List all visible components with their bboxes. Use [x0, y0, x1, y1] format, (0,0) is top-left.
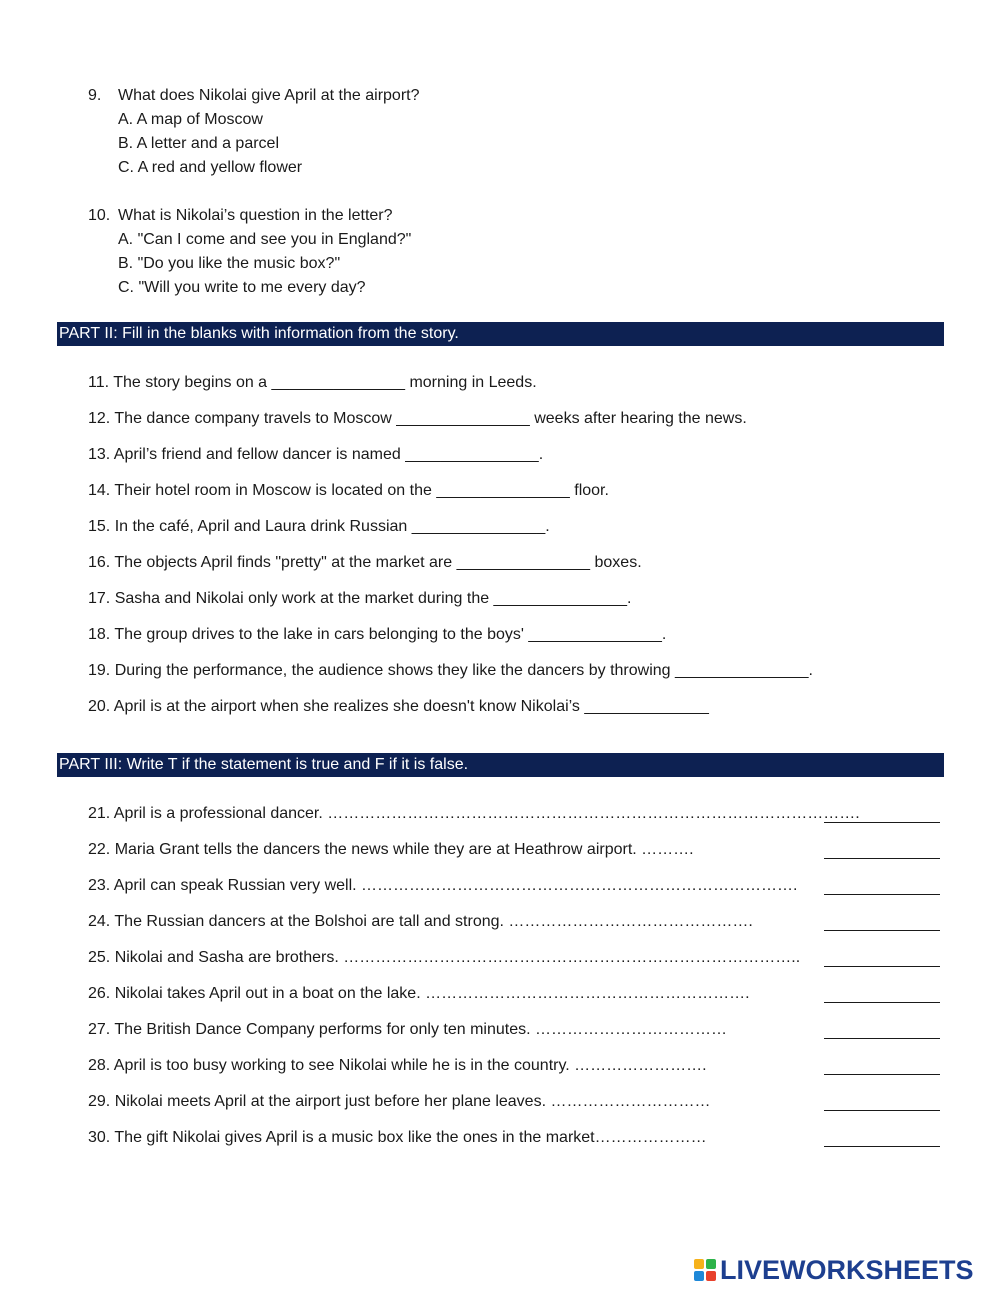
- liveworksheets-logo: [694, 1256, 974, 1284]
- fill-item-14[interactable]: 14. Their hotel room in Moscow is located on the _______________ floor.: [88, 482, 609, 499]
- tf-item-23: 23. April can speak Russian very well. ……………………………………………………………………….: [88, 877, 798, 894]
- answer-line-27[interactable]: [824, 1037, 940, 1039]
- answer-line-21[interactable]: [824, 821, 940, 823]
- question-10: [88, 204, 393, 228]
- question-number: 10.: [88, 207, 111, 224]
- option-9a[interactable]: A. A map of Moscow: [118, 111, 263, 128]
- question-9: [88, 84, 419, 108]
- tf-item-29: 29. Nikolai meets April at the airport just before her plane leaves. …………………………: [88, 1093, 711, 1110]
- option-10c[interactable]: C. "Will you write to me every day?: [118, 279, 366, 296]
- fill-item-19[interactable]: 19. During the performance, the audience shows they like the dancers by throwing _______________.: [88, 662, 813, 679]
- answer-line-25[interactable]: [824, 965, 940, 967]
- tf-item-24: 24. The Russian dancers at the Bolshoi are tall and strong. ……………………………………….: [88, 913, 753, 930]
- fill-item-12[interactable]: 12. The dance company travels to Moscow _______________ weeks after hearing the news.: [88, 410, 747, 427]
- tf-item-22: 22. Maria Grant tells the dancers the news while they are at Heathrow airport. ……….: [88, 841, 694, 858]
- tf-item-26: 26. Nikolai takes April out in a boat on the lake. …………………………………………………….: [88, 985, 750, 1002]
- fill-item-20[interactable]: 20. April is at the airport when she realizes she doesn't know Nikolai’s ______________: [88, 698, 709, 715]
- option-10a[interactable]: A. "Can I come and see you in England?": [118, 231, 412, 248]
- tf-item-30: 30. The gift Nikolai gives April is a music box like the ones in the market…………………: [88, 1129, 707, 1146]
- fill-item-17[interactable]: 17. Sasha and Nikolai only work at the market during the _______________.: [88, 590, 632, 607]
- answer-line-29[interactable]: [824, 1109, 940, 1111]
- option-9c[interactable]: C. A red and yellow flower: [118, 159, 303, 176]
- part3-header: PART III: Write T if the statement is true and F if it is false.: [57, 753, 944, 777]
- answer-line-26[interactable]: [824, 1001, 940, 1003]
- logo-text: LIVEWORKSHEETS: [720, 1254, 974, 1285]
- question-text: What does Nikolai give April at the airport?: [118, 87, 420, 104]
- fill-item-15[interactable]: 15. In the café, April and Laura drink Russian _______________.: [88, 518, 550, 535]
- fill-item-18[interactable]: 18. The group drives to the lake in cars belonging to the boys' _______________.: [88, 626, 667, 643]
- fill-item-11[interactable]: 11. The story begins on a _______________ morning in Leeds.: [88, 374, 537, 391]
- logo-square: [706, 1271, 716, 1281]
- logo-square: [694, 1271, 704, 1281]
- logo-squares-icon: [694, 1259, 716, 1281]
- logo-square: [694, 1259, 704, 1269]
- tf-item-28: 28. April is too busy working to see Nikolai while he is in the country. …………………….: [88, 1057, 707, 1074]
- tf-item-27: 27. The British Dance Company performs for only ten minutes. ………………………………: [88, 1021, 728, 1038]
- part2-header: PART II: Fill in the blanks with information from the story.: [57, 322, 944, 346]
- fill-item-16[interactable]: 16. The objects April finds "pretty" at the market are _______________ boxes.: [88, 554, 642, 571]
- answer-line-24[interactable]: [824, 929, 940, 931]
- option-10b[interactable]: B. "Do you like the music box?": [118, 255, 341, 272]
- answer-line-22[interactable]: [824, 857, 940, 859]
- answer-line-30[interactable]: [824, 1145, 940, 1147]
- answer-line-28[interactable]: [824, 1073, 940, 1075]
- tf-item-21: 21. April is a professional dancer. ……………………………………………………………………………………….: [88, 805, 860, 822]
- logo-square: [706, 1259, 716, 1269]
- fill-item-13[interactable]: 13. April’s friend and fellow dancer is named _______________.: [88, 446, 544, 463]
- question-text: What is Nikolai’s question in the letter?: [118, 207, 393, 224]
- question-number: 9.: [88, 87, 102, 104]
- answer-line-23[interactable]: [824, 893, 940, 895]
- option-9b[interactable]: B. A letter and a parcel: [118, 135, 279, 152]
- tf-item-25: 25. Nikolai and Sasha are brothers. …………………………………………………………………………..: [88, 949, 801, 966]
